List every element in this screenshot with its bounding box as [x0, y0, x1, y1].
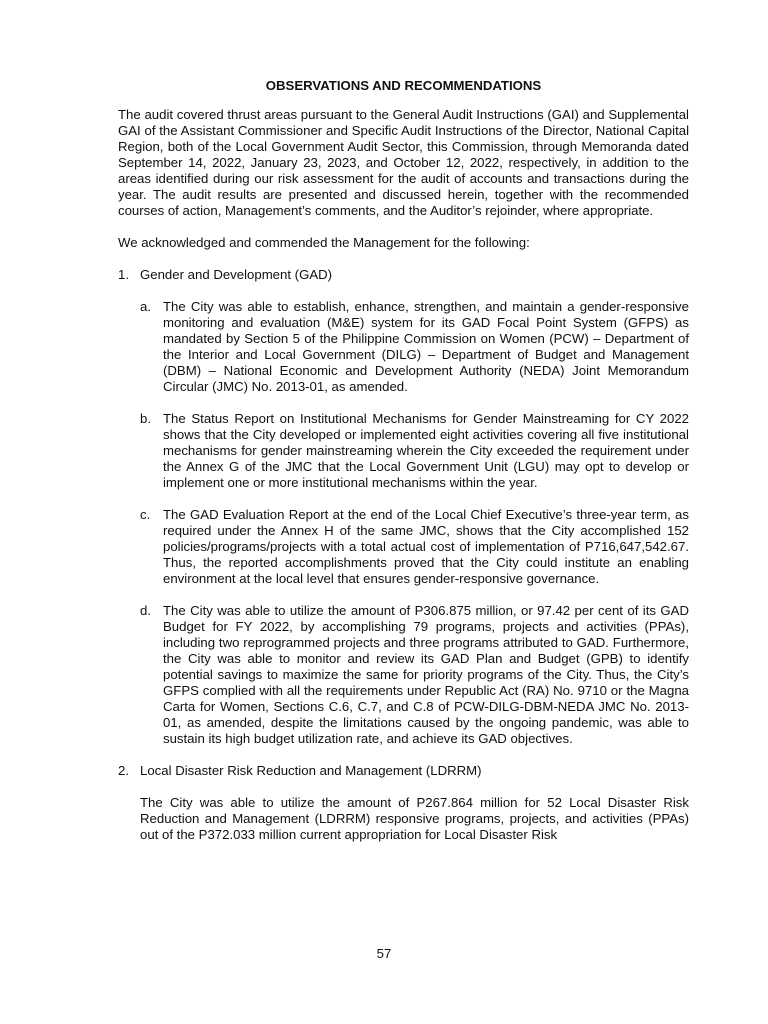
item-letter: d. — [140, 603, 151, 618]
section-number: 2. — [118, 763, 129, 778]
list-item — [140, 299, 689, 395]
list-item — [140, 507, 689, 587]
section-body: The City was able to utilize the amount of P267.864 million for 52 Local Disaster Risk Reduction and Management (LDRRM) responsive programs, projects, and activities (PPAs) out of the P372.033 million current appropriation for Local Disaster Risk — [140, 795, 689, 842]
document-page — [118, 78, 689, 859]
item-letter: a. — [140, 299, 151, 314]
section-heading: Gender and Development (GAD) — [140, 267, 333, 282]
item-text: The Status Report on Institutional Mechanisms for Gender Mainstreaming for CY 2022 shows that the City developed or implemented eight activities covering all five institutional mechanisms for gender mainstreaming wherein the City exceeded the requirement under the Annex G of the JMC that the Local Government Unit (LGU) may opt to develop or implement one or more institutional mechanisms within the year. — [163, 411, 689, 490]
item-letter: c. — [140, 507, 151, 522]
item-text: The GAD Evaluation Report at the end of the Local Chief Executive’s three-year term, as required under the Annex H of the same JMC, shows that the City accomplished 152 policies/programs/projects with a total actual cost of implementation of P716,647,542.67. Thus, the reported accomplishments proved that the City could institute an enabling environment at the local level that ensures gender-responsive governance. — [163, 507, 689, 586]
acknowledgement-paragraph: We acknowledged and commended the Management for the following: — [118, 235, 530, 250]
section-gad — [118, 267, 689, 747]
item-text: The City was able to establish, enhance, strengthen, and maintain a gender-responsive monitoring and evaluation (M&E) system for its GAD Focal Point System (GFPS) as mandated by Section 5 of the Philippine Commission on Women (PCW) – Department of the Interior and Local Government (DILG) – Department of Budget and Management (DBM) – National Economic and Development Authority (NEDA) Joint Memorandum Circular (JMC) No. 2013-01, as amended. — [163, 299, 689, 394]
section-heading: Local Disaster Risk Reduction and Management (LDRRM) — [140, 763, 482, 778]
list-item — [140, 411, 689, 491]
section-number: 1. — [118, 267, 129, 282]
page-number: 57 — [376, 946, 392, 961]
gad-item-list — [140, 299, 689, 747]
intro-paragraph: The audit covered thrust areas pursuant to the General Audit Instructions (GAI) and Supplemental GAI of the Assistant Commissioner and Specific Audit Instructions of the Director, National Capital Region, both of the Local Government Audit Sector, this Commission, through Memoranda dated September 14, 2022, January 23, 2023, and October 12, 2022, respectively, in addition to the areas identified during our risk assessment for the audit of accounts and transactions during the year. The audit results are presented and discussed herein, together with the recommended courses of action, Management’s comments, and the Auditor’s rejoinder, where appropriate. — [118, 107, 689, 218]
section-ldrrm — [118, 763, 689, 843]
item-letter: b. — [140, 411, 151, 426]
page-title: OBSERVATIONS AND RECOMMENDATIONS — [265, 78, 542, 93]
list-item — [140, 603, 689, 747]
item-text: The City was able to utilize the amount of P306.875 million, or 97.42 per cent of its GAD Budget for FY 2022, by accomplishing 79 programs, projects and activities (PPAs), including two reprogrammed projects and three programs attributed to GAD. Furthermore, the City was able to monitor and review its GAD Plan and Budget (GPB) to identify potential savings to maximize the same for priority programs of the City. Thus, the City’s GFPS complied with all the requirements under Republic Act (RA) No. 9710 or the Magna Carta for Women, Sections C.6, C.7, and C.8 of PCW-DILG-DBM-NEDA JMC No. 2013-01, as amended, despite the limitations caused by the ongoing pandemic, was able to sustain its high budget utilization rate, and achieve its GAD objectives. — [163, 603, 689, 746]
